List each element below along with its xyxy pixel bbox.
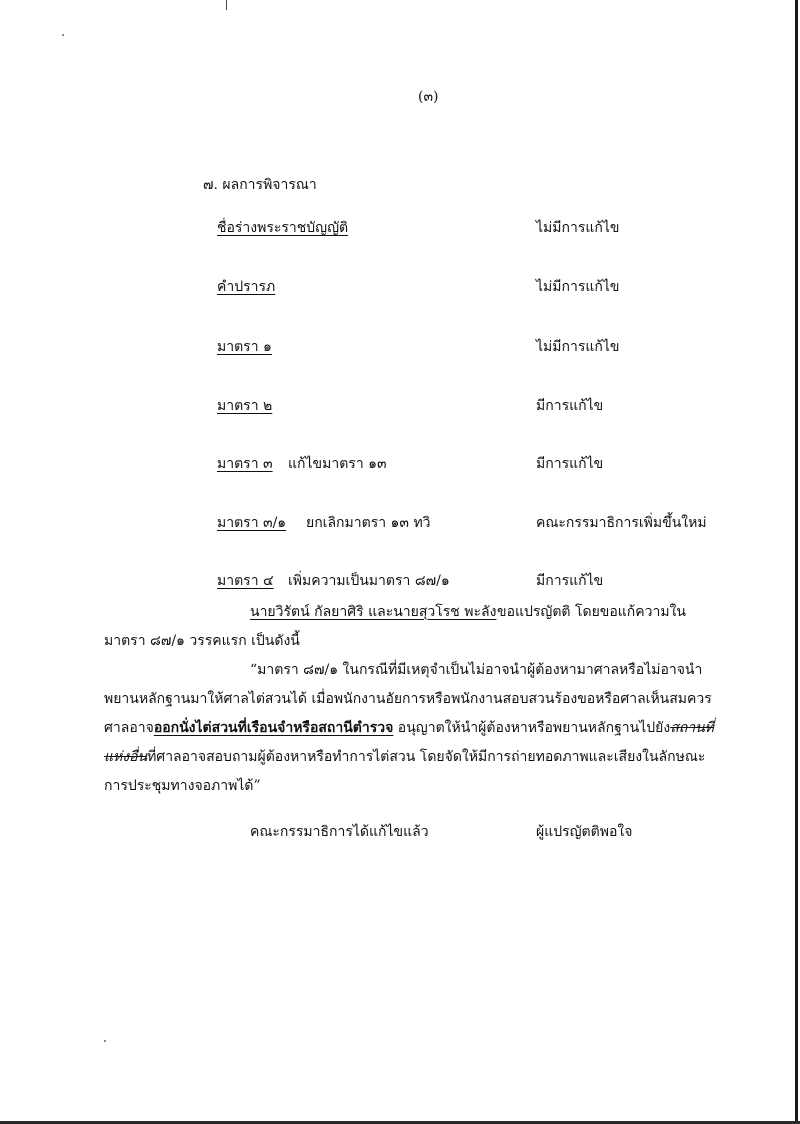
- row-title: มาตรา ๑: [217, 339, 272, 355]
- row-result: มีการแก้ไข: [536, 456, 604, 472]
- row-title: ชื่อร่างพระราชบัญญัติ: [217, 220, 349, 236]
- quote-text: การประชุมทางจอภาพได้”: [104, 778, 261, 794]
- committee-result: คณะกรรมาธิการได้แก้ไขแล้ว: [250, 824, 429, 840]
- row-title: มาตรา ๓: [217, 456, 273, 472]
- quote-text: [104, 748, 705, 766]
- quote-text: [104, 719, 714, 737]
- row-result: มีการแก้ไข: [536, 398, 604, 414]
- row-title: มาตรา ๒: [217, 398, 273, 414]
- row-result: ไม่มีการแก้ไข: [536, 220, 620, 236]
- scan-speck: [62, 34, 64, 36]
- row-title: มาตรา ๔: [217, 573, 274, 589]
- quote-text: พยานหลักฐานมาให้ศาลไต่สวนได้ เมื่อพนักงานอัยการหรือพนักงานสอบสวนร้องขอหรือศาลเห็นสมควร: [104, 691, 712, 707]
- scan-mark-top: [226, 0, 227, 10]
- row-result: ไม่มีการแก้ไข: [536, 339, 620, 355]
- row-title: มาตรา ๓/๑: [217, 515, 287, 531]
- row-result: ไม่มีการแก้ไข: [536, 279, 620, 295]
- proposer-result: ผู้แปรญัตติพอใจ: [536, 824, 633, 840]
- row-result: มีการแก้ไข: [536, 573, 604, 589]
- quote-segment: อนุญาตให้นำผู้ต้องหาหรือพยานหลักฐานไปยัง: [393, 720, 671, 736]
- scan-edge-right: [795, 0, 798, 1124]
- row-detail: เพิ่มความเป็นมาตรา ๘๗/๑: [288, 573, 450, 589]
- quote-struck-segment: แห่งอื่น: [104, 749, 148, 765]
- page-number: (๓): [418, 89, 439, 105]
- row-result: คณะกรรมาธิการเพิ่มขึ้นใหม่: [536, 515, 707, 531]
- quote-underlined-segment: ออกนั่งไต่สวนที่เรือนจำหรือสถานีตำรวจ: [153, 720, 394, 736]
- scan-speck: [104, 1040, 106, 1042]
- row-detail: ยกเลิกมาตรา ๑๓ ทวิ: [306, 515, 431, 531]
- quote-text: “มาตรา ๘๗/๑ ในกรณีที่มีเหตุจำเป็นไม่อาจนำผู้ต้องหามาศาลหรือไม่อาจนำ: [250, 662, 703, 678]
- section-heading: ๗. ผลการพิจารณา: [203, 177, 317, 193]
- quote-segment: ศาลอาจ: [104, 720, 154, 736]
- quote-struck-segment: สถานที่: [670, 720, 714, 736]
- amendment-text: มาตรา ๘๗/๑ วรรคแรก เป็นดังนี้: [104, 633, 300, 649]
- row-detail: แก้ไขมาตรา ๑๓: [288, 456, 387, 472]
- row-title: คำปรารภ: [217, 279, 276, 295]
- quote-segment: ที่ศาลอาจสอบถามผู้ต้องหาหรือทำการไต่สวน โดยจัดให้มีการถ่ายทอดภาพและเสียงในลักษณะ: [147, 749, 706, 765]
- proposers: นายวิรัตน์ กัลยาศิริ และนายสุวโรช พะลัง: [250, 604, 497, 620]
- amendment-text: ขอแปรญัตติ โดยขอแก้ความใน: [497, 604, 686, 620]
